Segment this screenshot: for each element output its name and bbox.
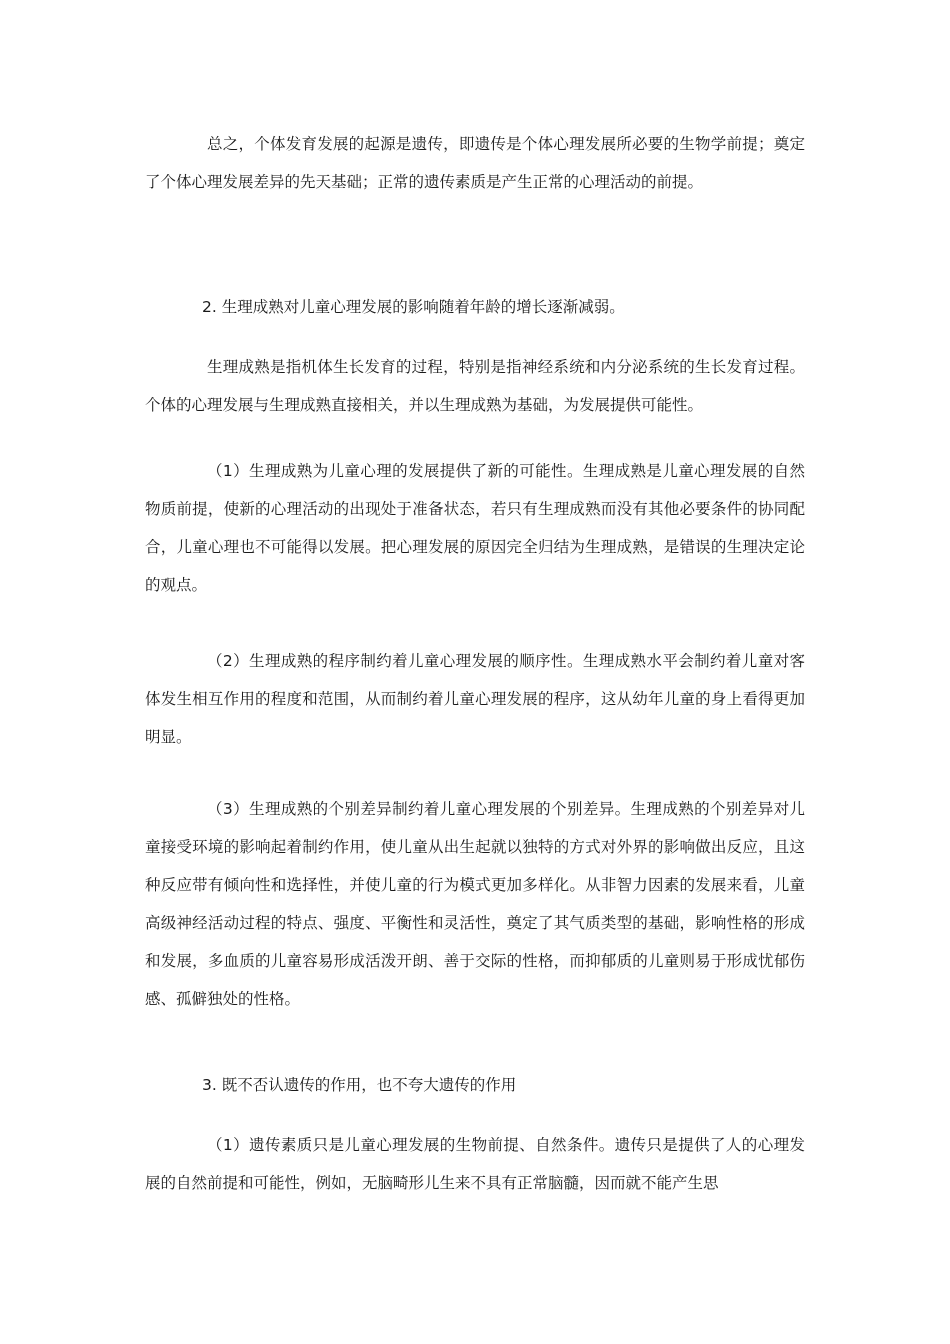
paragraph-heredity-point-1: （1）遗传素质只是儿童心理发展的生物前提、自然条件。遗传只是提供了人的心理发展的自然前提和可能性，例如，无脑畸形儿生来不具有正常脑髓，因而就不能产生思 — [145, 1136, 805, 1192]
paragraph-heredity-summary: 总之，个体发育发展的起源是遗传，即遗传是个体心理发展所必要的生物学前提；奠定了个体心理发展差异的先天基础；正常的遗传素质是产生正常的心理活动的前提。 — [145, 135, 805, 191]
paragraph-point-1: （1）生理成熟为儿童心理的发展提供了新的可能性。生理成熟是儿童心理发展的自然物质前提，使新的心理活动的出现处于准备状态，若只有生理成熟而没有其他必要条件的协同配合，儿童心理也不可能得以发展。把心理发展的原因完全归结为生理成熟，是错误的生理决定论的观点。 — [145, 462, 805, 594]
paragraph-maturation-definition: 生理成熟是指机体生长发育的过程，特别是指神经系统和内分泌系统的生长发育过程。个体的心理发展与生理成熟直接相关，并以生理成熟为基础，为发展提供可能性。 — [145, 358, 805, 414]
section-heading-2: 2. 生理成熟对儿童心理发展的影响随着年龄的增长逐渐减弱。 — [202, 298, 625, 316]
paragraph-point-2: （2）生理成熟的程序制约着儿童心理发展的顺序性。生理成熟水平会制约着儿童对客体发生相互作用的程度和范围，从而制约着儿童心理发展的程序，这从幼年儿童的身上看得更加明显。 — [145, 652, 805, 746]
paragraph-point-3: （3）生理成熟的个别差异制约着儿童心理发展的个别差异。生理成熟的个别差异对儿童接受环境的影响起着制约作用，使儿童从出生起就以独特的方式对外界的影响做出反应，且这种反应带有倾向性和选择性，并使儿童的行为模式更加多样化。从非智力因素的发展来看，儿童高级神经活动过程的特点、强度、平衡性和灵活性，奠定了其气质类型的基础，影响性格的形成和发展，多血质的儿童容易形成活泼开朗、善于交际的性格，而抑郁质的儿童则易于形成忧郁伤感、孤僻独处的性格。 — [145, 800, 805, 1008]
section-heading-3: 3. 既不否认遗传的作用，也不夸大遗传的作用 — [202, 1076, 517, 1094]
